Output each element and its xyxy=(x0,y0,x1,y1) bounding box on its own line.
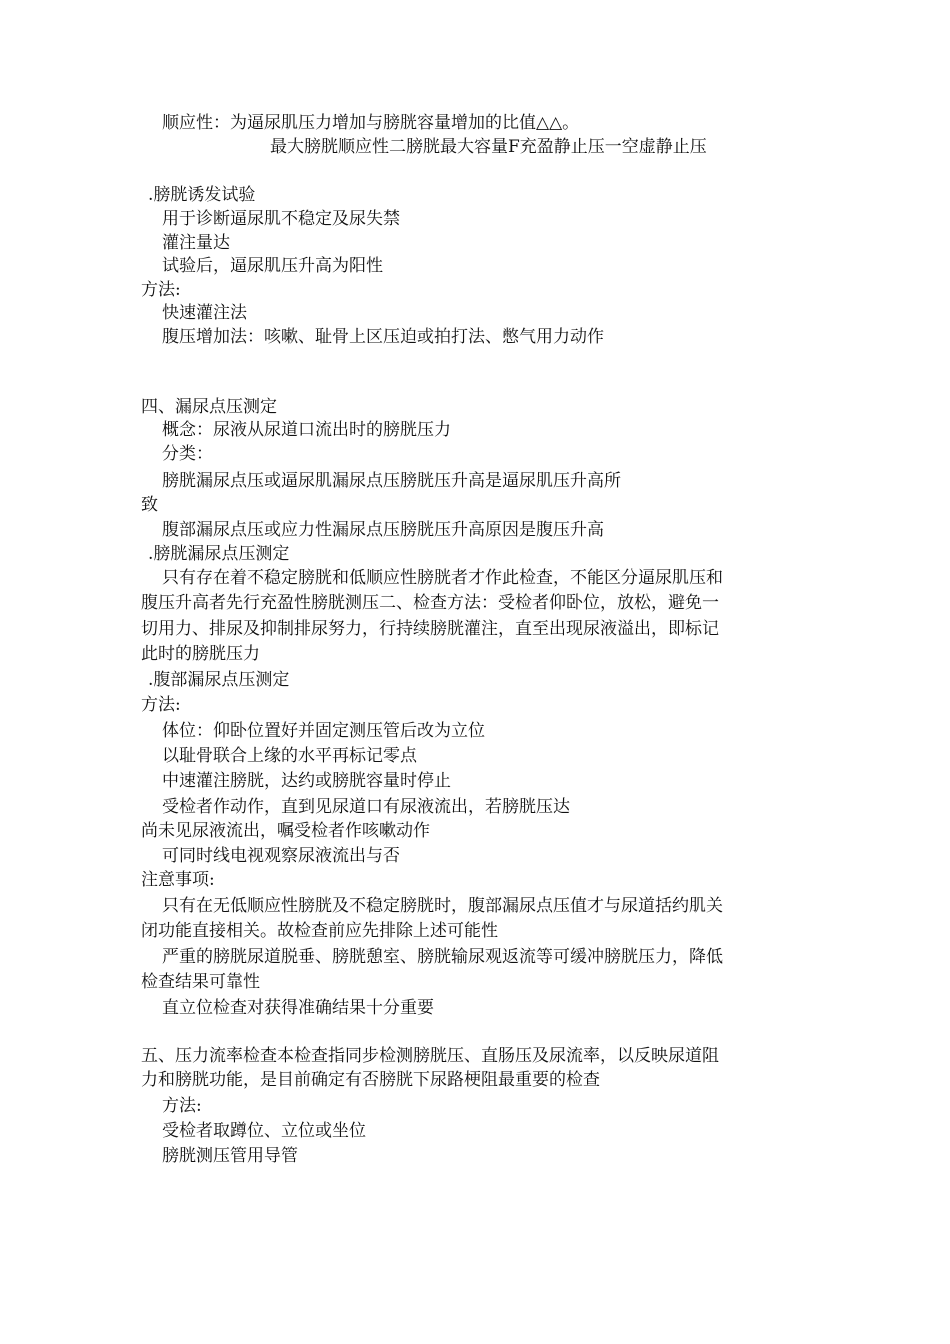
provocation-test-line: 试验后，逼尿肌压升高为阳性 xyxy=(162,256,383,276)
notes-label: 注意事项: xyxy=(141,870,215,890)
section-heading-5-cont: 力和膀胱功能，是目前确定有否膀胱下尿路梗阻最重要的检查 xyxy=(141,1070,600,1090)
note-line: 直立位检查对获得准确结果十分重要 xyxy=(162,998,434,1018)
compliance-formula: 最大膀胱顺应性二膀胱最大容量F充盈静止压一空虚静止压 xyxy=(270,137,707,157)
provocation-test-heading: .膀胱诱发试验 xyxy=(148,185,256,205)
method-item: 体位：仰卧位置好并固定测压管后改为立位 xyxy=(162,721,485,741)
method-item: 膀胱测压管用导管 xyxy=(162,1146,298,1166)
classification-label: 分类： xyxy=(162,444,213,464)
method-label: 方法: xyxy=(141,695,181,715)
method-item: 快速灌注法 xyxy=(162,303,247,323)
paragraph-line: 只有存在着不稳定膀胱和低顺应性膀胱者才作此检查，不能区分逼尿肌压和 xyxy=(162,568,723,588)
paragraph-line: 切用力、排尿及抑制排尿努力，行持续膀胱灌注，直至出现尿液溢出，即标记 xyxy=(141,619,719,639)
compliance-definition: 顺应性：为逼尿肌压力增加与膀胱容量增加的比值△△。 xyxy=(162,113,580,133)
provocation-test-line: 用于诊断逼尿肌不稳定及尿失禁 xyxy=(162,209,400,229)
paragraph-line: 腹压升高者先行充盈性膀胱测压二、检查方法：受检者仰卧位，放松，避免一 xyxy=(141,593,719,613)
classification-item-cont: 致 xyxy=(141,495,158,515)
note-line: 只有在无低顺应性膀胱及不稳定膀胱时，腹部漏尿点压值才与尿道括约肌关 xyxy=(162,896,723,916)
method-item: 以耻骨联合上缘的水平再标记零点 xyxy=(162,746,417,766)
classification-item: 膀胱漏尿点压或逼尿肌漏尿点压膀胱压升高是逼尿肌压升高所 xyxy=(162,471,621,491)
note-line: 检查结果可靠性 xyxy=(141,972,260,992)
method-item: 中速灌注膀胱，达约或膀胱容量时停止 xyxy=(162,771,451,791)
paragraph-line: 此时的膀胱压力 xyxy=(141,644,260,664)
concept-line: 概念：尿液从尿道口流出时的膀胱压力 xyxy=(162,420,451,440)
method-item: 可同时线电视观察尿液流出与否 xyxy=(162,846,400,866)
section-heading-5: 五、压力流率检查本检查指同步检测膀胱压、直肠压及尿流率，以反映尿道阻 xyxy=(141,1046,719,1066)
section-heading-4: 四、漏尿点压测定 xyxy=(141,397,277,417)
method-item: 受检者作动作，直到见尿道口有尿液流出，若膀胱压达 xyxy=(162,797,570,817)
method-item: 腹压增加法：咳嗽、耻骨上区压迫或拍打法、憋气用力动作 xyxy=(162,327,604,347)
method-label: 方法: xyxy=(162,1096,202,1116)
method-item-cont: 尚未见尿液流出，嘱受检者作咳嗽动作 xyxy=(141,821,430,841)
note-line: 严重的膀胱尿道脱垂、膀胱憩室、膀胱输尿观返流等可缓冲膀胱压力，降低 xyxy=(162,947,723,967)
abdominal-lpp-heading: .腹部漏尿点压测定 xyxy=(148,670,290,690)
bladder-lpp-heading: .膀胱漏尿点压测定 xyxy=(148,544,290,564)
provocation-test-line: 灌注量达 xyxy=(162,233,230,253)
method-item: 受检者取蹲位、立位或坐位 xyxy=(162,1121,366,1141)
note-line: 闭功能直接相关。故检查前应先排除上述可能性 xyxy=(141,921,498,941)
classification-item: 腹部漏尿点压或应力性漏尿点压膀胱压升高原因是腹压升高 xyxy=(162,520,604,540)
method-label: 方法: xyxy=(141,280,181,300)
